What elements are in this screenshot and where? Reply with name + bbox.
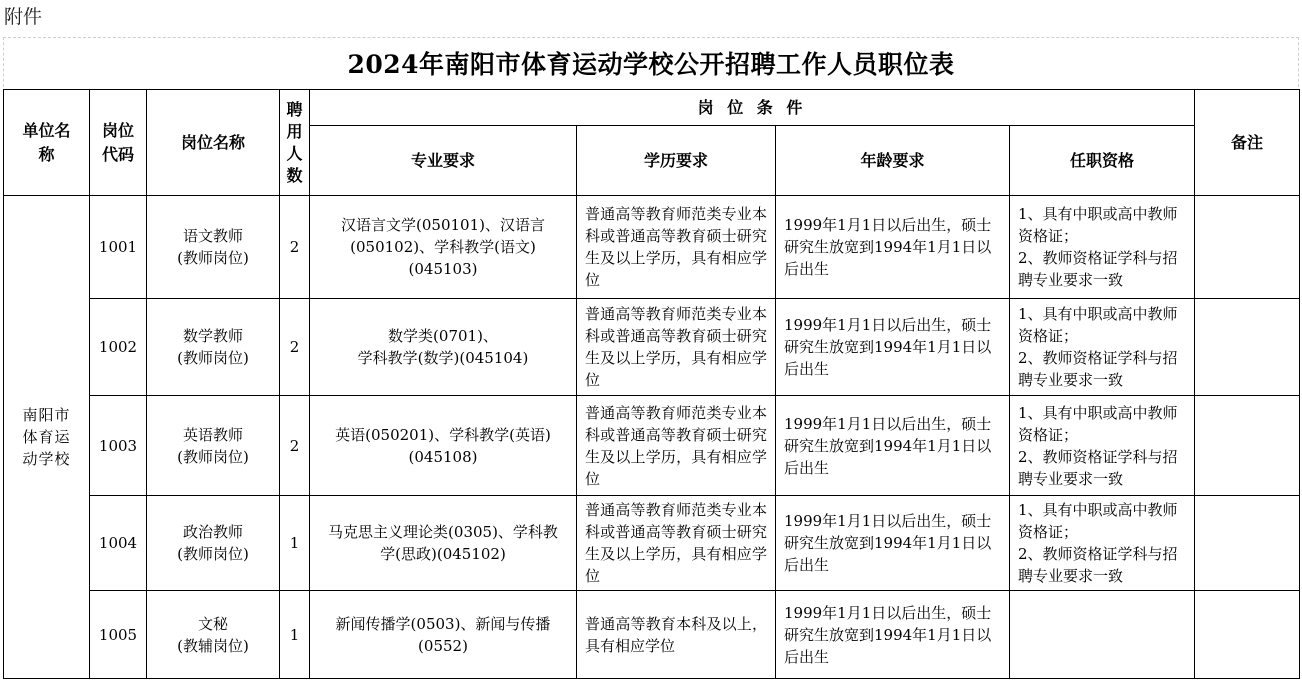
hire-count: 1 <box>280 496 310 591</box>
position-code: 1002 <box>90 299 147 396</box>
education-requirement: 普通高等教育师范类专业本科或普通高等教育硕士研究生及以上学历，具有相应学位 <box>577 196 776 299</box>
age-requirement: 1999年1月1日以后出生，硕士研究生放宽到1994年1月1日以后出生 <box>776 396 1010 496</box>
table-row <box>4 196 1300 299</box>
hire-count: 2 <box>280 196 310 299</box>
table-row <box>4 591 1300 679</box>
position-code: 1003 <box>90 396 147 496</box>
header-conditions: 岗 位 条 件 <box>310 90 1195 126</box>
header-unit: 单位名称 <box>4 90 90 196</box>
age-requirement: 1999年1月1日以后出生，硕士研究生放宽到1994年1月1日以后出生 <box>776 299 1010 396</box>
header-qualification: 任职资格 <box>1010 126 1195 196</box>
position-name: 英语教师 (教师岗位) <box>147 396 280 496</box>
header-position: 岗位名称 <box>147 90 280 196</box>
positions-table <box>3 89 1300 679</box>
position-name: 文秘 (教辅岗位) <box>147 591 280 679</box>
header-age: 年龄要求 <box>776 126 1010 196</box>
education-requirement: 普通高等教育师范类专业本科或普通高等教育硕士研究生及以上学历，具有相应学位 <box>577 396 776 496</box>
major-requirement: 汉语言文学(050101)、汉语言(050102)、学科教学(语文)(045103) <box>310 196 577 299</box>
qualification-requirement: 1、具有中职或高中教师资格证； 2、教师资格证学科与招聘专业要求一致 <box>1010 496 1195 591</box>
header-major: 专业要求 <box>310 126 577 196</box>
education-requirement: 普通高等教育本科及以上，具有相应学位 <box>577 591 776 679</box>
header-count: 聘用人数 <box>280 90 310 196</box>
page-title: 2024年南阳市体育运动学校公开招聘工作人员职位表 <box>347 49 955 79</box>
major-requirement: 英语(050201)、学科教学(英语)(045108) <box>310 396 577 496</box>
position-code: 1001 <box>90 196 147 299</box>
remark-cell <box>1195 591 1300 679</box>
qualification-requirement: 1、具有中职或高中教师资格证； 2、教师资格证学科与招聘专业要求一致 <box>1010 196 1195 299</box>
qualification-requirement: 1、具有中职或高中教师资格证； 2、教师资格证学科与招聘专业要求一致 <box>1010 396 1195 496</box>
education-requirement: 普通高等教育师范类专业本科或普通高等教育硕士研究生及以上学历，具有相应学位 <box>577 496 776 591</box>
hire-count: 2 <box>280 396 310 496</box>
remark-cell <box>1195 396 1300 496</box>
hire-count: 2 <box>280 299 310 396</box>
age-requirement: 1999年1月1日以后出生，硕士研究生放宽到1994年1月1日以后出生 <box>776 496 1010 591</box>
remark-cell <box>1195 299 1300 396</box>
age-requirement: 1999年1月1日以后出生，硕士研究生放宽到1994年1月1日以后出生 <box>776 196 1010 299</box>
attachment-label: 附件 <box>4 6 43 28</box>
position-name: 政治教师 (教师岗位) <box>147 496 280 591</box>
unit-name-cell: 南阳市体育运动学校 <box>4 196 90 679</box>
header-code: 岗位代码 <box>90 90 147 196</box>
title-area <box>3 37 1299 87</box>
header-education: 学历要求 <box>577 126 776 196</box>
header-remark: 备注 <box>1195 90 1300 196</box>
position-name: 数学教师 (教师岗位) <box>147 299 280 396</box>
position-code: 1004 <box>90 496 147 591</box>
major-requirement: 数学类(0701)、 学科教学(数学)(045104) <box>310 299 577 396</box>
qualification-requirement <box>1010 591 1195 679</box>
hire-count: 1 <box>280 591 310 679</box>
remark-cell <box>1195 196 1300 299</box>
table-row <box>4 396 1300 496</box>
remark-cell <box>1195 496 1300 591</box>
age-requirement: 1999年1月1日以后出生，硕士研究生放宽到1994年1月1日以后出生 <box>776 591 1010 679</box>
position-code: 1005 <box>90 591 147 679</box>
major-requirement: 新闻传播学(0503)、新闻与传播(0552) <box>310 591 577 679</box>
qualification-requirement: 1、具有中职或高中教师资格证； 2、教师资格证学科与招聘专业要求一致 <box>1010 299 1195 396</box>
position-name: 语文教师 (教师岗位) <box>147 196 280 299</box>
education-requirement: 普通高等教育师范类专业本科或普通高等教育硕士研究生及以上学历，具有相应学位 <box>577 299 776 396</box>
table-row <box>4 496 1300 591</box>
major-requirement: 马克思主义理论类(0305)、学科教学(思政)(045102) <box>310 496 577 591</box>
table-row <box>4 299 1300 396</box>
